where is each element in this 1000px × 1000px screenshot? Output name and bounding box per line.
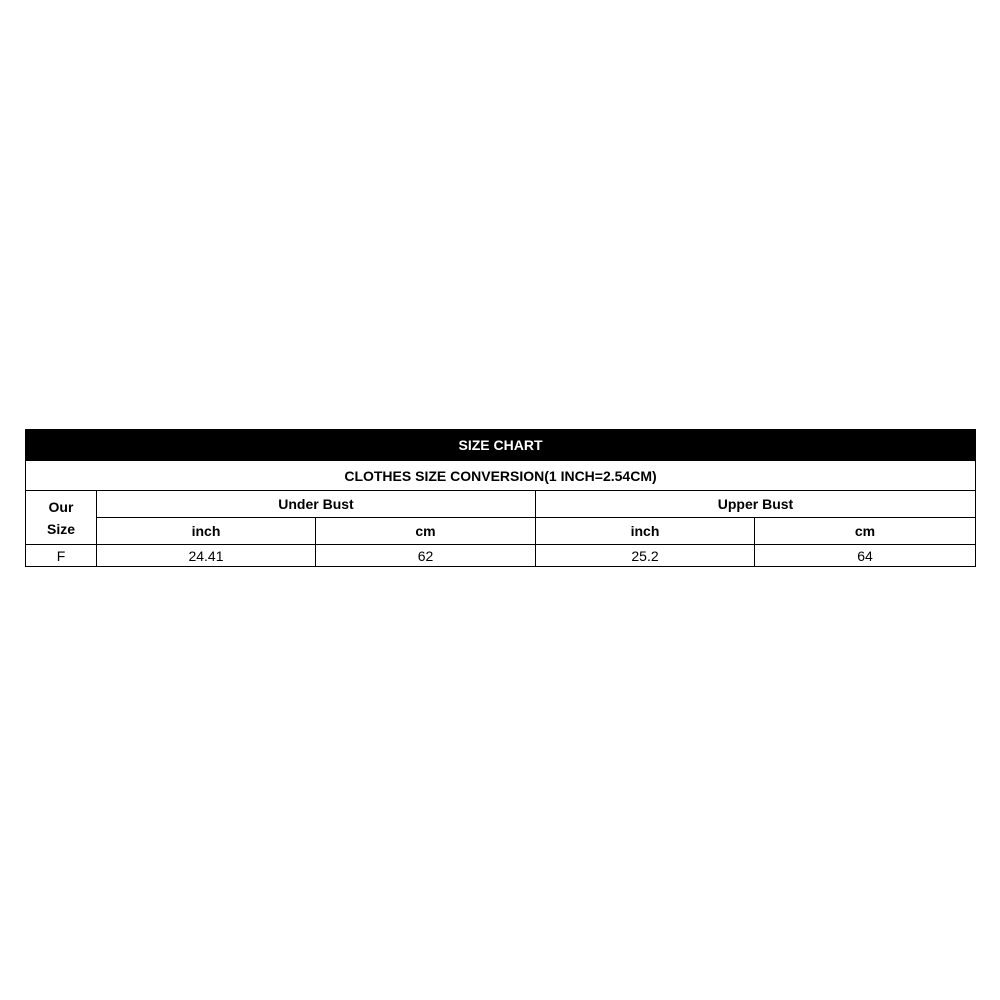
our-size-line-1: Our bbox=[48, 498, 74, 515]
chart-title: SIZE CHART bbox=[26, 430, 976, 461]
table-row bbox=[26, 545, 976, 567]
upper-bust-inch-cell: 25.2 bbox=[536, 545, 755, 567]
our-size-line-2: Size bbox=[46, 520, 75, 537]
group-header-row bbox=[26, 491, 976, 518]
our-size-header bbox=[26, 491, 97, 545]
upper-bust-inch-header: inch bbox=[536, 518, 755, 545]
size-chart-table bbox=[25, 429, 976, 567]
upper-bust-cm-header: cm bbox=[755, 518, 976, 545]
under-bust-header: Under Bust bbox=[97, 491, 536, 518]
size-cell: F bbox=[26, 545, 97, 567]
title-row bbox=[26, 430, 976, 461]
subtitle-row bbox=[26, 461, 976, 491]
upper-bust-cm-cell: 64 bbox=[755, 545, 976, 567]
conversion-note: CLOTHES SIZE CONVERSION(1 INCH=2.54CM) bbox=[26, 461, 976, 491]
under-bust-cm-cell: 62 bbox=[316, 545, 536, 567]
under-bust-inch-cell: 24.41 bbox=[97, 545, 316, 567]
upper-bust-header: Upper Bust bbox=[536, 491, 976, 518]
under-bust-cm-header: cm bbox=[316, 518, 536, 545]
under-bust-inch-header: inch bbox=[97, 518, 316, 545]
unit-header-row bbox=[26, 518, 976, 545]
